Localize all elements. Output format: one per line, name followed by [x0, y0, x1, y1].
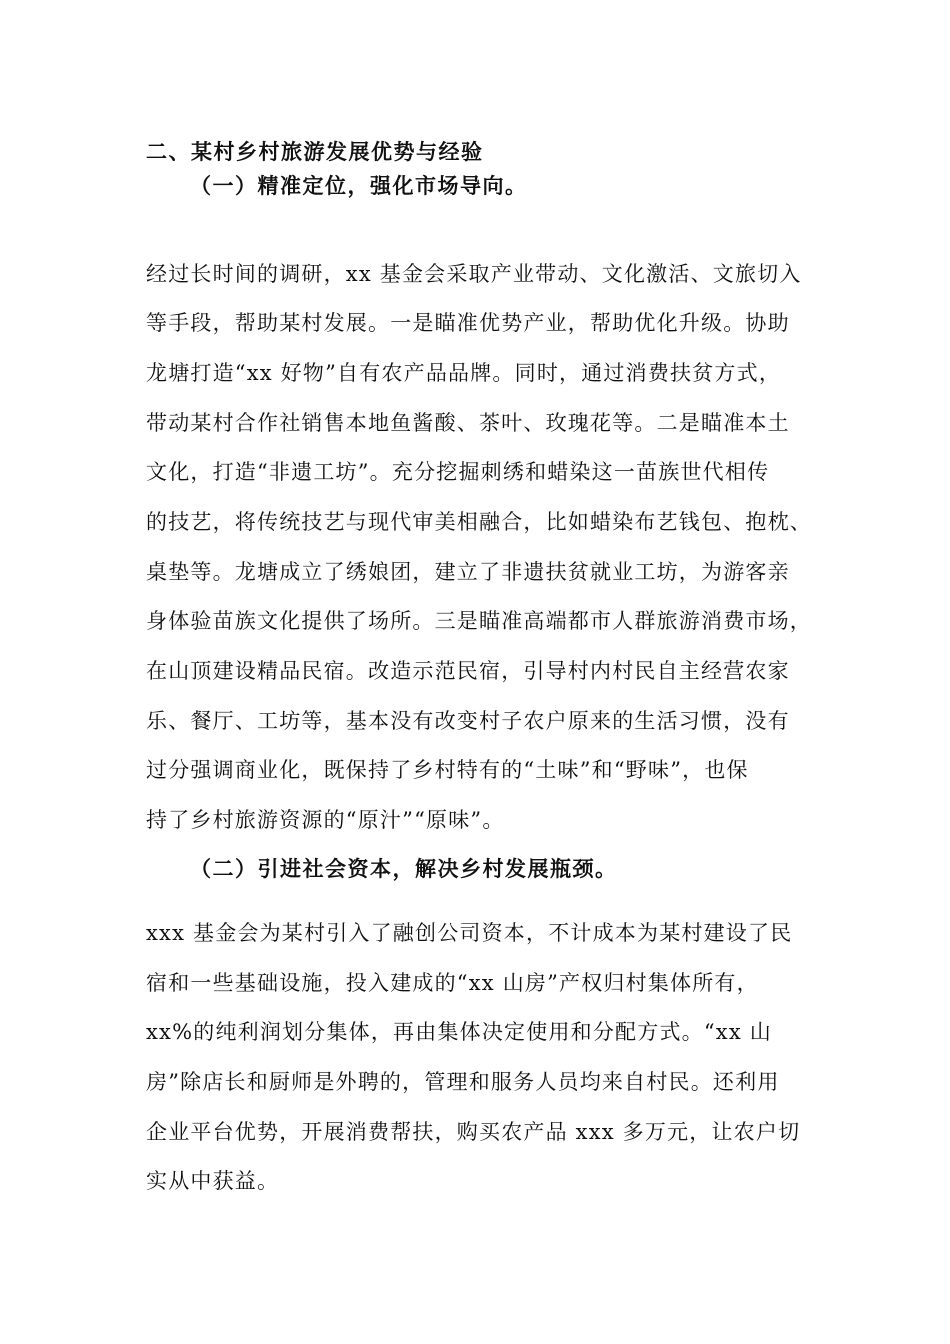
paragraph-line: 持了乡村旅游资源的“原汁”“原味”。 [146, 808, 505, 832]
paragraph-line: 等手段，帮助某村发展。一是瞄准优势产业，帮助优化升级。协助 [146, 311, 790, 335]
section-title: 二、某村乡村旅游发展优势与经验 [146, 139, 484, 164]
paragraph-line: 实从中获益。 [146, 1169, 280, 1193]
paragraph-line: 过分强调商业化，既保持了乡村特有的“土味”和“野味”，也保 [146, 758, 749, 782]
paragraph-line: 经过长时间的调研，xx 基金会采取产业带动、文化激活、文旅切入 [146, 262, 802, 286]
subsection-heading-1: （一）精准定位，强化市场导向。 [190, 173, 528, 198]
paragraph-line: 文化，打造“非遗工坊”。充分挖掘刺绣和蜡染这一苗族世代相传 [146, 460, 770, 484]
paragraph-line: 企业平台优势，开展消费帮扶，购买农产品 xxx 多万元，让农户切 [146, 1120, 801, 1144]
paragraph-line: xxx 基金会为某村引入了融创公司资本，不计成本为某村建设了民 [146, 921, 793, 945]
paragraph-line: 宿和一些基础设施，投入建成的“xx 山房”产权归村集体所有， [146, 971, 759, 995]
paragraph-line: 乐、餐厅、工坊等，基本没有改变村子农户原来的生活习惯，没有 [146, 709, 790, 733]
paragraph-line: 身体验苗族文化提供了场所。三是瞄准高端都市人群旅游消费市场， [146, 609, 812, 633]
paragraph-line: 的技艺，将传统技艺与现代审美相融合，比如蜡染布艺钱包、抱枕、 [146, 510, 812, 534]
paragraph-line: 房”除店长和厨师是外聘的，管理和服务人员均来自村民。还利用 [146, 1070, 780, 1094]
subsection-heading-2: （二）引进社会资本，解决乡村发展瓶颈。 [190, 856, 618, 881]
paragraph-line: 龙塘打造“xx 好物”自有农产品品牌。同时，通过消费扶贫方式， [146, 361, 782, 385]
paragraph-line: xx%的纯利润划分集体，再由集体决定使用和分配方式。“xx 山 [146, 1020, 772, 1044]
paragraph-line: 带动某村合作社销售本地鱼酱酸、茶叶、玫瑰花等。二是瞄准本土 [146, 411, 790, 435]
paragraph-line: 桌垫等。龙塘成立了绣娘团，建立了非遗扶贫就业工坊，为游客亲 [146, 560, 790, 584]
paragraph-line: 在山顶建设精品民宿。改造示范民宿，引导村内村民自主经营农家 [146, 659, 790, 683]
